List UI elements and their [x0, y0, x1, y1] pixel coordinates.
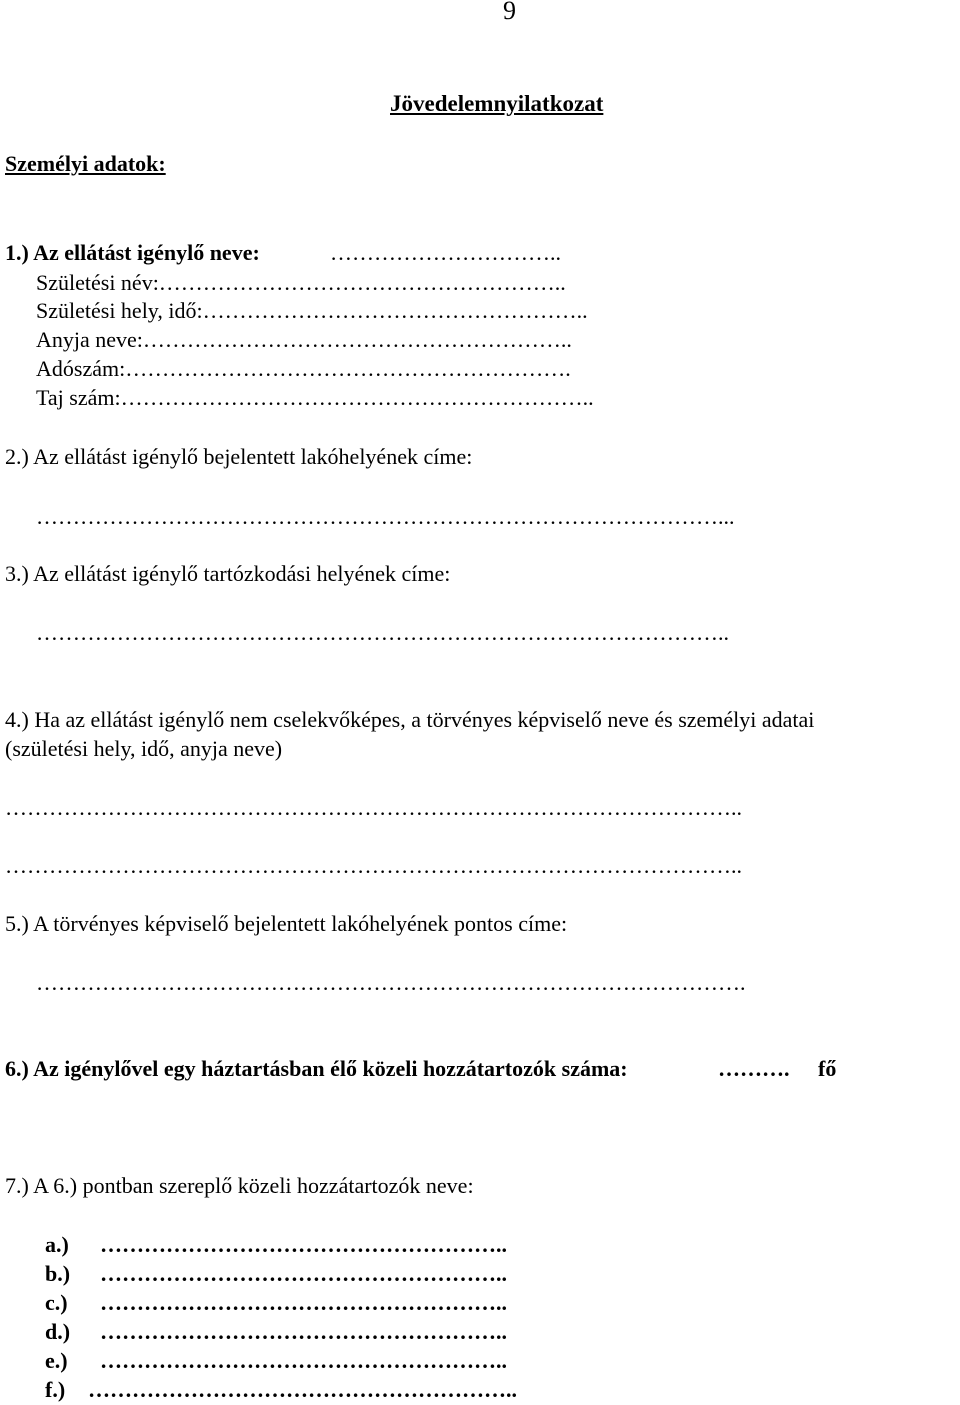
q7-item-letter: d.): [45, 1319, 71, 1344]
q4-line-2[interactable]: ………………………………………………………………………………………..: [5, 853, 742, 878]
q6-label: 6.) Az igénylővel egy háztartásban élő közeli hozzátartozók száma:: [5, 1056, 628, 1081]
tax-number-field[interactable]: Adószám:…………………………………………………….: [36, 356, 571, 381]
q5-label: 5.) A törvényes képviselő bejelentett lakóhelyének pontos címe:: [5, 911, 568, 936]
birth-name-field[interactable]: Születési név:………………………………………………..: [36, 270, 566, 295]
page-number: 9: [503, 0, 516, 25]
q4-sublabel: (születési hely, idő, anyja neve): [5, 736, 283, 761]
q5-address-line[interactable]: …………………………………………………………………………………….: [36, 970, 746, 995]
q2-address-line[interactable]: …………………………………………………………………………………...: [36, 504, 735, 529]
q7-item-letter: c.): [45, 1290, 68, 1315]
q7-item-letter: a.): [45, 1232, 69, 1257]
q6-count-blank[interactable]: ……….: [718, 1056, 790, 1081]
q4-label: 4.) Ha az ellátást igénylő nem cselekvőképes, a törvényes képviselő neve és személyi adatai: [5, 707, 815, 732]
q7-item-line[interactable]: ………………………………………………..: [100, 1261, 507, 1286]
q4-line-1[interactable]: ………………………………………………………………………………………..: [5, 795, 742, 820]
page-title: Jövedelemnyilatkozat: [390, 91, 604, 116]
q7-item-line[interactable]: ………………………………………………..: [100, 1319, 507, 1344]
q6-unit: fő: [818, 1056, 837, 1081]
q1-name-line[interactable]: …………………………..: [330, 240, 561, 265]
birth-place-date-field[interactable]: Születési hely, idő:……………………………………………..: [36, 298, 588, 323]
q7-item-line[interactable]: ………………………………………………..: [100, 1232, 507, 1257]
q7-item-letter: f.): [45, 1377, 66, 1402]
q3-label: 3.) Az ellátást igénylő tartózkodási helyének címe:: [5, 561, 451, 586]
mother-name-field[interactable]: Anyja neve:…………………………………………………..: [36, 327, 572, 352]
q7-label: 7.) A 6.) pontban szereplő közeli hozzátartozók neve:: [5, 1173, 474, 1198]
q7-item-line[interactable]: ………………………………………………..: [100, 1348, 507, 1373]
q7-item-line[interactable]: ………………………………………………..: [100, 1290, 507, 1315]
q2-label: 2.) Az ellátást igénylő bejelentett lakóhelyének címe:: [5, 444, 473, 469]
q1-label: 1.) Az ellátást igénylő neve:: [5, 240, 260, 265]
q7-item-line[interactable]: …………………………………………………..: [88, 1377, 517, 1402]
section-heading: Személyi adatok:: [5, 151, 166, 176]
q3-address-line[interactable]: …………………………………………………………………………………..: [36, 620, 729, 645]
taj-number-field[interactable]: Taj szám:………………………………………………………..: [36, 385, 594, 410]
q7-item-letter: b.): [45, 1261, 71, 1286]
q7-item-letter: e.): [45, 1348, 68, 1373]
